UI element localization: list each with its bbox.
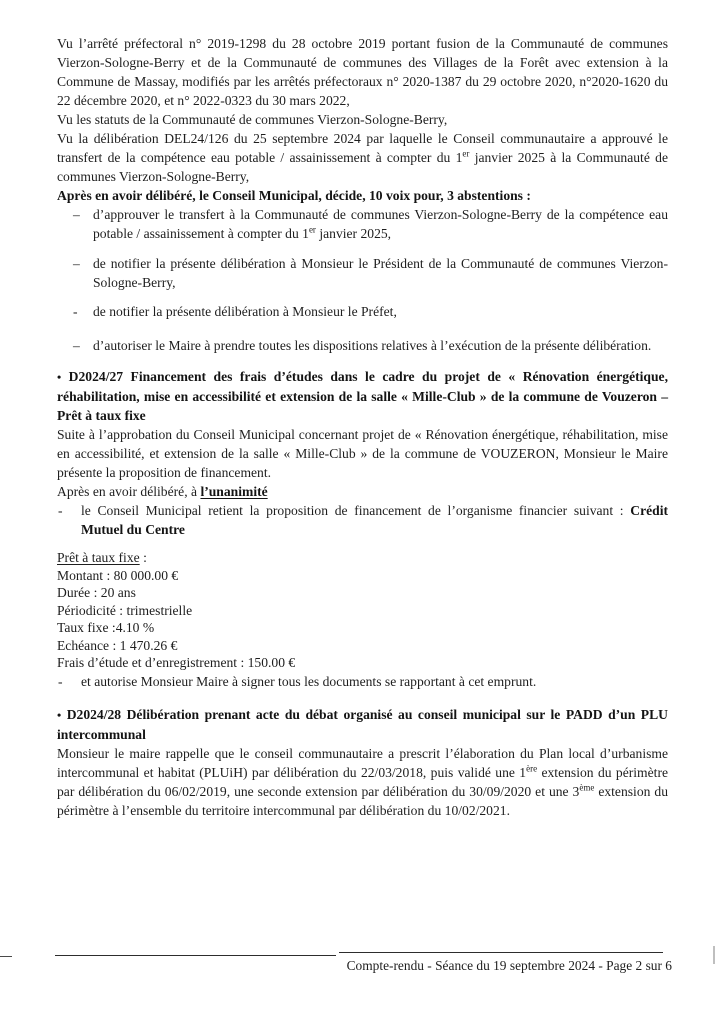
text-run: Monsieur le maire rappelle que le conseil communautaire a prescrit l’élaboration du Plan local d’urbanisme intercommunal et habitat (PLUiH) par délibération du 22/03/2018, puis validé une 1 — [57, 745, 668, 780]
superscript-er: er — [462, 148, 470, 159]
dash-marker: - — [73, 304, 78, 319]
paragraph-vu-arrete: Vu l’arrêté préfectoral n° 2019-1298 du 28 octobre 2019 portant fusion de la Communauté de communes Vierzon-Sologne-Berry et de la Communauté de communes des Villages de la Forêt avec extension à la Commune de Massay, modifiés par les arrêtés préfectoraux n° 2020-1387 du 29 octobre 2020, n°2020-1620 du 22 décembre 2020, et n° 2022-0323 du 30 mars 2022, — [57, 36, 668, 108]
section-heading-d2024-28 — [57, 705, 668, 744]
unanimite-emphasis: l’unanimité — [200, 484, 268, 499]
dash-marker: – — [73, 207, 80, 222]
text-run: : — [139, 550, 147, 565]
text-run: Vu la délibération DEL24/126 du 25 septembre 2024 par laquelle le Conseil communautaire a approuvé le transfert de la compétence eau potable / assainissement à compter du 1 — [57, 131, 668, 165]
organisme-financier: Crédit Mutuel du Centre — [81, 503, 668, 537]
text-run: de notifier la présente délibération à Monsieur le Président de la Communauté de communes Vierzon-Sologne-Berry, — [93, 256, 668, 290]
text-run: extension du périmètre par délibération du 06/02/2019, une seconde extension par délibération du 30/09/2020 et une 3 — [57, 764, 668, 799]
decision-list — [57, 205, 668, 355]
loan-taux: Taux fixe :4.10 % — [57, 620, 155, 635]
text-run: de notifier la présente délibération à Monsieur le Préfet, — [93, 304, 397, 319]
loan-title — [57, 549, 668, 567]
paragraph-vu-statuts: Vu les statuts de la Communauté de communes Vierzon-Sologne-Berry, — [57, 112, 448, 127]
loan-title-underlined: Prêt à taux fixe — [57, 550, 140, 565]
footer-rule — [339, 952, 663, 953]
list-item-autorise-signature — [57, 672, 668, 691]
superscript-er: er — [308, 224, 316, 235]
dash-marker: - — [58, 503, 63, 518]
list-item-notifier-prefet — [57, 302, 668, 321]
loan-duree: Durée : 20 ans — [57, 585, 136, 600]
text-run: d’autoriser le Maire à prendre toutes les dispositions relatives à l’exécution de la présente délibération. — [93, 338, 652, 353]
paragraph-unanimite — [57, 482, 668, 501]
superscript-eme: ème — [579, 781, 595, 792]
text-run: Après en avoir délibéré, à — [57, 484, 201, 499]
dash-marker: – — [73, 338, 80, 353]
loan-montant: Montant : 80 000.00 € — [57, 567, 179, 583]
list-item-retient-financement — [57, 501, 668, 539]
text-run: et autorise Monsieur Maire à signer tous les documents se rapportant à cet emprunt. — [81, 673, 537, 689]
list-item-autoriser-maire — [57, 336, 668, 355]
text-run: extension du périmètre à l’ensemble du territoire intercommunal par délibération du 10/02/2021. — [57, 783, 668, 818]
paragraph-vu-deliberation — [57, 129, 668, 186]
document-body — [57, 34, 668, 820]
bullet-icon: • — [57, 707, 62, 722]
dash-marker: - — [58, 673, 63, 689]
section-title: D2024/27 Financement des frais d’études dans le cadre du projet de « Rénovation énergétique, réhabilitation, mise en accessibilité et extension de la salle « Mille-Club » de la commune de Vouzeron – Prêt à taux fixe — [57, 369, 668, 423]
page-footer: Compte-rendu - Séance du 19 septembre 2024 - Page 2 sur 6 — [346, 958, 672, 973]
bullet-icon: • — [57, 370, 62, 384]
loan-periodicite: Périodicité : trimestrielle — [57, 602, 193, 618]
scan-edge-mark — [0, 956, 12, 957]
section-title: D2024/28 Délibération prenant acte du débat organisé au conseil municipal sur le PADD d’un PLU intercommunal — [57, 706, 668, 742]
text-run: d’approuver le transfert à la Communauté de communes Vierzon-Sologne-Berry de la compétence eau potable / assainissement à compter du 1 — [93, 207, 668, 241]
decision-heading: Après en avoir délibéré, le Conseil Municipal, décide, 10 voix pour, 3 abstentions : — [57, 188, 531, 203]
scan-artifact — [713, 946, 715, 964]
text-run: janvier 2025 à la Communauté de communes Vierzon-Sologne-Berry, — [57, 150, 668, 184]
footer-rule — [55, 955, 336, 956]
loan-frais: Frais d’étude et d’enregistrement : 150.00 € — [57, 655, 296, 670]
list-item-approuver-transfert — [57, 205, 668, 243]
paragraph-suite-approbation: Suite à l’approbation du Conseil Municipal concernant projet de « Rénovation énergétique, réhabilitation, mise en accessibilité, et extension de la salle « Mille-Club » de la commune de VOUZERON, Monsieur le Maire présente la proposition de financement. — [57, 427, 668, 480]
superscript-ere: ère — [526, 762, 538, 773]
loan-terms-block — [57, 549, 668, 672]
text-run: le Conseil Municipal retient la proposition de financement de l’organisme financier suivant : — [81, 503, 631, 518]
paragraph-pluih — [57, 744, 668, 820]
section-heading-d2024-27 — [57, 367, 668, 425]
loan-echeance: Echéance : 1 470.26 € — [57, 637, 178, 653]
list-item-notifier-president — [57, 254, 668, 292]
dash-marker: – — [73, 256, 80, 271]
text-run: janvier 2025, — [315, 226, 392, 241]
